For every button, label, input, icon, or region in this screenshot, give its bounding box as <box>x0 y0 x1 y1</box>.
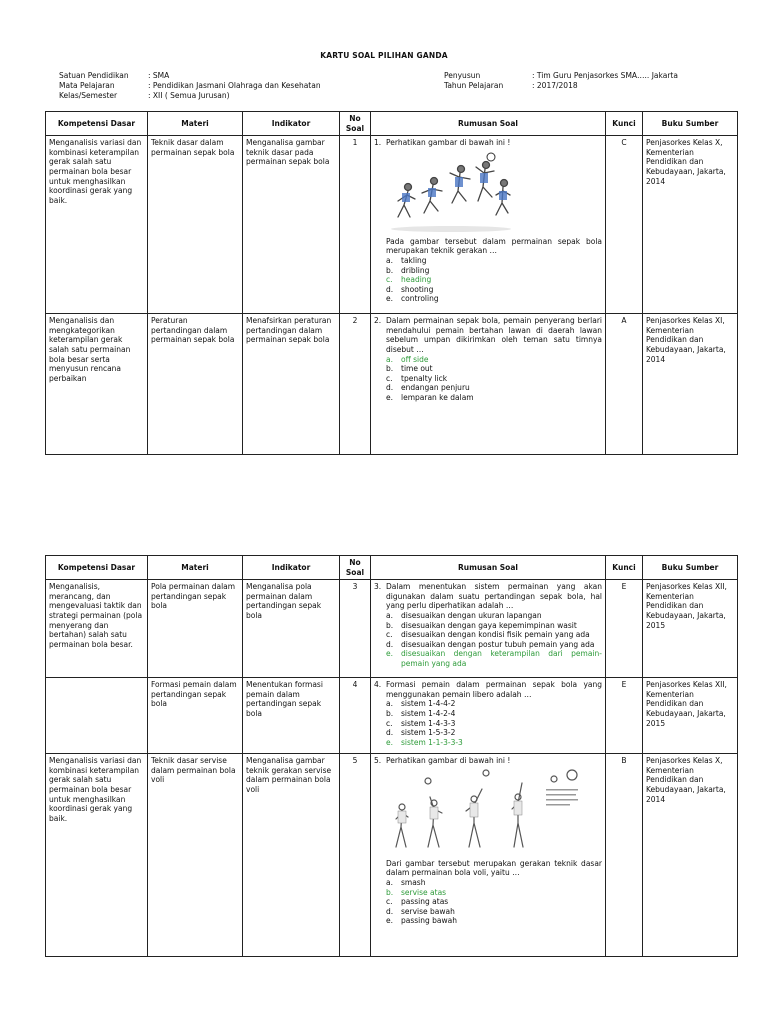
list-item: e. controling <box>386 294 439 304</box>
list-item: a. sistem 1-4-4-2 <box>386 699 456 709</box>
header-indikator: Indikator <box>243 556 340 580</box>
question-text-after: Dari gambar tersebut merupakan gerakan teknik dasar dalam permainan bola voli, yaitu … <box>386 858 602 878</box>
cell-kompetensi: Menganalisis variasi dan kombinasi keterampilan gerak salah satu permainan bola besar untuk menghasilkan koordinasi gerak yang baik. <box>46 136 148 314</box>
meta-right <box>444 71 744 91</box>
cell-materi: Teknik dasar dalam permainan sepak bola <box>148 136 243 314</box>
options-list <box>386 699 602 747</box>
cell-kompetensi: Menganalisis dan mengkategorikan keterampilan gerak salah satu permainan bola besar serta menyusun rencana perbaikan <box>46 314 148 455</box>
question-table-2 <box>45 555 738 957</box>
header-kompetensi: Kompetensi Dasar <box>46 112 148 136</box>
list-item-correct: b. servise atas <box>386 887 447 897</box>
cell-kompetensi: Menganalisis, merancang, dan mengevaluasi taktik dan strategi permainan (pola menyerang dan bertahan) salah satu permainan bola besar. <box>46 580 148 678</box>
cell-materi: Peraturan pertandingan dalam permainan sepak bola <box>148 314 243 455</box>
list-item: a. takling <box>386 255 427 265</box>
meta-value-satuan: : SMA <box>148 71 170 80</box>
cell-kunci: E <box>606 678 643 754</box>
page-title: KARTU SOAL PILIHAN GANDA <box>320 51 448 60</box>
list-item: d. servise bawah <box>386 906 455 916</box>
options-list <box>386 355 602 403</box>
list-item: c. sistem 1-4-3-3 <box>386 718 456 728</box>
cell-kunci: B <box>606 754 643 957</box>
soccer-heading-illustration <box>386 151 602 233</box>
cell-no-soal: 3 <box>340 580 371 678</box>
list-item: b. sistem 1-4-2-4 <box>386 708 456 718</box>
list-item-correct: c. heading <box>386 275 432 285</box>
header-materi: Materi <box>148 556 243 580</box>
list-item: b. dribling <box>386 265 430 275</box>
list-item: d. disesuaikan dengan postur tubuh pemain yang ada <box>386 639 595 649</box>
cell-kunci: E <box>606 580 643 678</box>
question-text: Perhatikan gambar di bawah ini ! <box>386 138 511 148</box>
list-item-correct: a. off side <box>386 354 429 364</box>
cell-rumusan <box>371 136 606 314</box>
cell-indikator: Menganalisa pola permainan dalam pertandingan sepak bola <box>243 580 340 678</box>
cell-rumusan <box>371 754 606 957</box>
list-item-correct: e. sistem 1-1-3-3-3 <box>386 737 463 747</box>
header-sumber: Buku Sumber <box>643 556 738 580</box>
question-text-after: Pada gambar tersebut dalam permainan sepak bola merupakan teknik gerakan … <box>386 236 602 256</box>
question-text: Dalam permainan sepak bola, pemain penyerang berlari mendahului pemain bertahan lawan di daerah lawan sebelum umpan dikirimkan oleh teman satu timnya disebut … <box>386 316 602 354</box>
header-kunci: Kunci <box>606 112 643 136</box>
meta-label-mapel: Mata Pelajaran <box>59 81 115 90</box>
meta-value-mapel: : Pendidikan Jasmani Olahraga dan Kesehatan <box>148 81 321 90</box>
list-item: b. disesuaikan dengan gaya kepemimpinan wasit <box>386 620 577 630</box>
header-no-soal: No Soal <box>340 112 371 136</box>
meta-value-kelas: : XII ( Semua Jurusan) <box>148 91 230 100</box>
cell-no-soal: 2 <box>340 314 371 455</box>
cell-indikator: Menentukan formasi pemain dalam pertandingan sepak bola <box>243 678 340 754</box>
header-no-soal: No Soal <box>340 556 371 580</box>
question-number: 1. <box>374 138 382 148</box>
cell-materi: Formasi pemain dalam pertandingan sepak bola <box>148 678 243 754</box>
options-list <box>386 611 602 669</box>
header-kompetensi: Kompetensi Dasar <box>46 556 148 580</box>
cell-rumusan <box>371 314 606 455</box>
table-row <box>46 314 738 455</box>
cell-kompetensi: Menganalisis variasi dan kombinasi keterampilan gerak salah satu permainan bola besar untuk menghasilkan koordinasi gerak yang baik. <box>46 754 148 957</box>
list-item: d. sistem 1-5-3-2 <box>386 728 456 738</box>
meta-value-penyusun: : Tim Guru Penjasorkes SMA….. Jakarta <box>532 71 678 80</box>
cell-no-soal: 4 <box>340 678 371 754</box>
question-table-1 <box>45 111 738 455</box>
question-text: Perhatikan gambar di bawah ini ! <box>386 756 511 766</box>
table-row <box>46 136 738 314</box>
header-materi: Materi <box>148 112 243 136</box>
cell-sumber: Penjasorkes Kelas X, Kementerian Pendidikan dan Kebudayaan, Jakarta, 2014 <box>643 754 738 957</box>
table-row <box>46 678 738 754</box>
list-item: e. lemparan ke dalam <box>386 392 474 402</box>
cell-sumber: Penjasorkes Kelas XI, Kementerian Pendidikan dan Kebudayaan, Jakarta, 2014 <box>643 314 738 455</box>
list-item: a. smash <box>386 877 426 887</box>
meta-label-penyusun: Penyusun <box>444 71 481 80</box>
cell-no-soal: 1 <box>340 136 371 314</box>
cell-sumber: Penjasorkes Kelas XII, Kementerian Pendidikan dan Kebudayaan, Jakarta, 2015 <box>643 580 738 678</box>
volleyball-serve-illustration <box>386 769 602 855</box>
cell-indikator: Menganalisa gambar teknik dasar pada permainan sepak bola <box>243 136 340 314</box>
question-text: Dalam menentukan sistem permainan yang akan digunakan dalam suatu pertandingan sepak bola, hal yang perlu diperhatikan adalah … <box>386 582 602 611</box>
meta-value-tahun: : 2017/2018 <box>532 81 578 90</box>
table-row <box>46 754 738 957</box>
table-row <box>46 580 738 678</box>
cell-kunci: C <box>606 136 643 314</box>
options-list <box>386 256 602 304</box>
cell-materi: Pola permainan dalam pertandingan sepak bola <box>148 580 243 678</box>
question-number: 5. <box>374 756 382 766</box>
question-number: 4. <box>374 680 382 690</box>
cell-indikator: Menafsirkan peraturan pertandingan dalam permainan sepak bola <box>243 314 340 455</box>
meta-label-kelas: Kelas/Semester <box>59 91 118 100</box>
list-item-correct: e. disesuaikan dengan keterampilan dari pemain-pemain yang ada <box>386 649 602 668</box>
list-item: d. shooting <box>386 284 434 294</box>
list-item: c. passing atas <box>386 897 449 907</box>
list-item: b. time out <box>386 364 433 374</box>
question-text: Formasi pemain dalam permainan sepak bola yang menggunakan pemain libero adalah … <box>386 680 602 699</box>
list-item: c. disesuaikan dengan kondisi fisik pemain yang ada <box>386 630 590 640</box>
meta-left <box>59 71 419 101</box>
question-number: 2. <box>374 316 382 326</box>
header-indikator: Indikator <box>243 112 340 136</box>
options-list <box>386 878 602 926</box>
cell-sumber: Penjasorkes Kelas XII, Kementerian Pendidikan dan Kebudayaan, Jakarta, 2015 <box>643 678 738 754</box>
cell-rumusan <box>371 580 606 678</box>
cell-sumber: Penjasorkes Kelas X, Kementerian Pendidikan dan Kebudayaan, Jakarta, 2014 <box>643 136 738 314</box>
header-rumusan: Rumusan Soal <box>371 556 606 580</box>
list-item: e. passing bawah <box>386 916 457 926</box>
question-number: 3. <box>374 582 382 592</box>
header-sumber: Buku Sumber <box>643 112 738 136</box>
list-item: d. endangan penjuru <box>386 383 470 393</box>
cell-indikator: Menganalisa gambar teknik gerakan servise dalam permainan bola voli <box>243 754 340 957</box>
cell-materi: Teknik dasar servise dalam permainan bola voli <box>148 754 243 957</box>
list-item: c. tpenalty lick <box>386 373 448 383</box>
header-kunci: Kunci <box>606 556 643 580</box>
list-item: a. disesuaikan dengan ukuran lapangan <box>386 610 542 620</box>
meta-label-satuan: Satuan Pendidikan <box>59 71 129 80</box>
meta-label-tahun: Tahun Pelajaran <box>444 81 504 90</box>
cell-kompetensi <box>46 678 148 754</box>
cell-no-soal: 5 <box>340 754 371 957</box>
cell-rumusan <box>371 678 606 754</box>
header-rumusan: Rumusan Soal <box>371 112 606 136</box>
cell-kunci: A <box>606 314 643 455</box>
